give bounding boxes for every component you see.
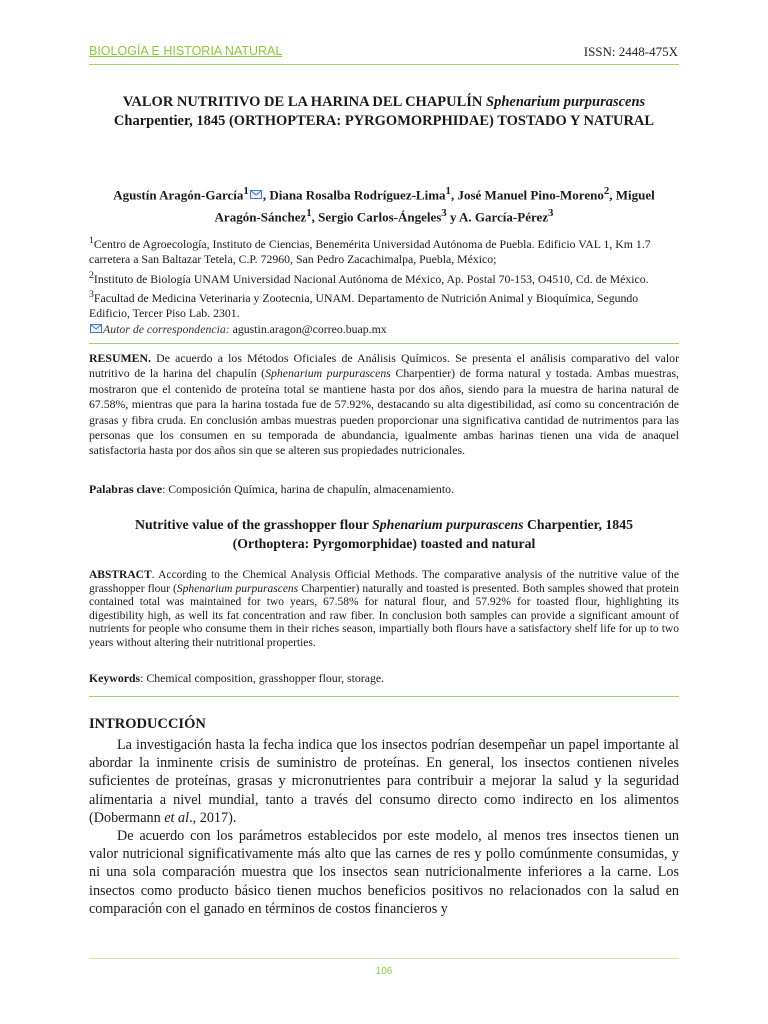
affiliation-2: $^2$Instituto de Biología UNAM Universidad Nacional Autónoma de México, Ap. Postal 70-153, O4510, Cd. de México. (89, 269, 649, 286)
palabras-clave: Palabras clave: Composición Química, harina de chapulín, almacenamiento. (89, 482, 454, 496)
journal-name[interactable]: BIOLOGÍA E HISTORIA NATURAL (89, 44, 283, 58)
envelope-icon[interactable] (250, 190, 262, 199)
paragraph: La investigación hasta la fecha indica que los insectos podrían desempeñar un papel importante al abordar la inminente crisis de suministro de proteínas. En general, los insectos contienen niveles suficientes de proteínas, grasas y micronutrientes para contribuir a mejorar la salud y la seguridad alimentaria a nivel mundial, tanto a través del consumo directo como indirecto en los alimentos (Dobermann et al., 2017). (89, 737, 679, 826)
article-title: VALOR NUTRITIVO DE LA HARINA DEL CHAPULÍN Sphenarium purpurascens Charpentier, 1845 (ORTHOPTERA: PYRGOMORPHIDAE) TOSTADO Y NATURAL (113, 94, 655, 129)
abstract: ABSTRACT. According to the Chemical Analysis Official Methods. The comparative analysis of the nutritive value of the grasshopper flour (Sphenarium purpurascens Charpentier) naturally and toasted is presented. Both samples showed that protein contained total was maintained for two years, 67.58% for natural flour, and 57.92% for toasted flour, highlighting its digestibility high, as well its fat concentration and raw fiber. In conclusion both samples can provide a significant amount of nutrients for people who consume them in their riches season, impartially both flours have a satisfactory shelf life for up to two years without altering their nutritional properties. (89, 569, 679, 649)
author-list: Agustín Aragón-García$^1$ , Diana Rosalba Rodríguez-Lima$^1$, José Manuel Pino-Moreno$^2$, Miguel Aragón-Sánchez$^1$, Sergio Carlos-Ángeles$^3$ y A. García-Pérez$^3$ (113, 185, 655, 225)
footer-divider (89, 958, 679, 959)
section-heading: INTRODUCCIÓN (89, 716, 206, 732)
keywords: Keywords: Chemical composition, grasshopper flour, storage. (89, 671, 385, 685)
english-title: Nutritive value of the grasshopper flour Sphenarium purpurascens Charpentier, 1845 (Orthoptera: Pyrgomorphidae) toasted and natural (134, 517, 633, 551)
correspondence: Autor de correspondencia: agustin.aragon@correo.buap.mx (89, 322, 387, 337)
section-divider (89, 696, 679, 697)
envelope-icon[interactable] (90, 324, 102, 333)
resumen: RESUMEN. De acuerdo a los Métodos Oficiales de Análisis Químicos. Se presenta el análisis comparativo del valor nutritivo de la harina del chapulín (Sphenarium purpurascens Charpentier) de forma natural y tostada. Ambas muestras, mostraron que el contenido de proteína total se mantiene hasta por dos años, siendo para la muestra de harina natural de 67.58%, mientras que para la harina tostada fue de 57.92%, destacando su alta digestibilidad, así como su concentración de grasas y fibra cruda. En conclusión ambas muestras pueden proporcionar una significativa cantidad de nutrimentos para las personas que los consumen en su temporada de abundancia, igualmente ambas harinas tienen una vida de anaquel satisfactoria hasta por dos años sin que se alteren sus propiedades nutricionales. (89, 351, 679, 458)
affiliation-3: $^3$Facultad de Medicina Veterinaria y Zootecnia, UNAM. Departamento de Nutrición Animal y Bioquímica, Segundo Edificio, Tercer Piso Lab. 2301. (89, 288, 639, 320)
introduction-body (89, 736, 679, 918)
affiliation-1: $^1$Centro de Agroecología, Instituto de Ciencias, Benemérita Universidad Autónoma de Puebla. Edificio VAL 1, Km 1.7 carretera a San Baltazar Tetela, C.P. 72960, San Pedro Zacachimalpa, Puebla, México; (89, 235, 651, 267)
correspondence-email[interactable]: agustin.aragon@correo.buap.mx (229, 322, 387, 336)
section-divider (89, 343, 679, 344)
page-number: 106 (375, 966, 393, 977)
paragraph: De acuerdo con los parámetros establecidos por este modelo, al menos tres insectos tienen un valor nutricional significativamente más alto que las carnes de res y pollo comúnmente consumidas, y ni una sola comparación muestra que los insectos sean nutricionalmente inferiores a la carne. Los insectos como producto básico tienen muchos beneficios positivos no relacionados con la salud en comparación con el ganado en términos de costos financieros y (89, 828, 679, 917)
affiliations (89, 233, 681, 321)
header-divider (89, 64, 679, 65)
issn: ISSN: 2448-475X (583, 44, 678, 59)
